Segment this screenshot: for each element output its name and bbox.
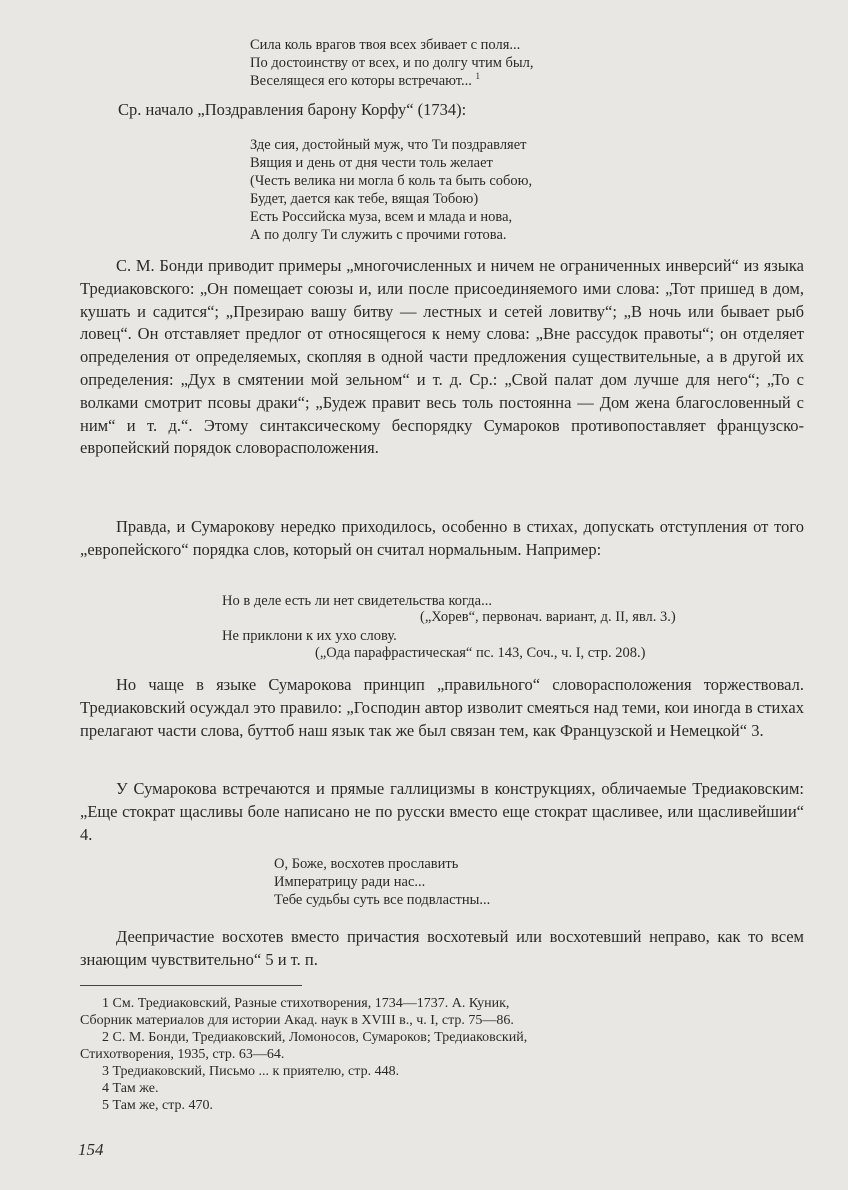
footnote-3: 3 Тредиаковский, Письмо ... к приятелю, стр. 448. xyxy=(102,1064,400,1079)
citation-1: („Хорев“, первонач. вариант, д. II, явл. 3.) xyxy=(420,609,676,625)
compare-line: Ср. начало „Поздравления барону Корфу“ (1734): xyxy=(118,100,467,119)
verse-line: (Честь велика ни могла б коль та быть собою, xyxy=(250,173,533,189)
page-number: 154 xyxy=(78,1140,104,1159)
verse-line: А по долгу Ти служить с прочими готова. xyxy=(250,227,507,243)
paragraph-1: С. М. Бонди приводит примеры „многочисленных и ничем не ограниченных инверсий“ из языка Тредиаковского: „Он помещает союзы и, или после присоединяемого ими слова: „Тот пришед в дом, кушать и садится“; „Презираю вашу битву — лестных и сетей ловитву“; „В ночь или бывает рыб ловец“. Он отставляет предлог от относящегося к нему слова: „Вне рассудок правоты“; он отделяет определения от определяемых, скопляя в одной части предложения существительные, а в другой их определения: „Дух в смятении мой зельном“ и т. д. Ср.: „Свой палат дом лучше для него“; „То с волками смотрит псовы драки“; „Будеж правит весь толь постоянна — Дом жена благословенный с ним“ и т. д.“. Этому синтаксическому беспорядку Сумароков противопоставляет французско-европейский порядок словорасположения. xyxy=(80,256,804,458)
footnote-1-cont: Сборник материалов для истории Акад. наук в XVIII в., ч. I, стр. 75—86. xyxy=(80,1013,514,1028)
footnotes xyxy=(80,995,810,1114)
paragraph-5: Деепричастие восхотев вместо причастия восхотевый или восхотевший неправо, как то всем знающим чувствительно“ 5 и т. п. xyxy=(80,927,804,969)
verse-quote-2 xyxy=(250,136,532,244)
example-quote-1: Но в деле есть ли нет свидетельства когда... xyxy=(222,593,492,609)
paragraph-3: Но чаще в языке Сумарокова принцип „правильного“ словорасположения торжествовал. Тредиаковский осуждал это правило: „Господин автор изволит смеяться над теми, кои иногда в стихах прелагают части слова, буттоб наш язык так же был связан тем, как Французской и Немецкой“ 3. xyxy=(80,675,804,740)
verse-line: О, Боже, восхотев прославить xyxy=(274,856,459,872)
verse-line: Есть Российска муза, всем и млада и нова, xyxy=(250,209,513,225)
verse-line: Сила коль врагов твоя всех збивает с поля... xyxy=(250,37,521,53)
verse-line: Веселящеся его которы встречают... $^1$ xyxy=(250,71,481,89)
footnote-4: 4 Там же. xyxy=(102,1081,159,1096)
footnote-1: 1 См. Тредиаковский, Разные стихотворения, 1734—1737. А. Куник, xyxy=(102,996,510,1011)
footnote-divider xyxy=(80,985,302,986)
paragraph-4: У Сумарокова встречаются и прямые галлицизмы в конструкциях, обличаемые Тредиаковским: „Еще стократ щасливы боле написано не по русски вместо еще стократ щасливее, или щасливейшии“ 4. xyxy=(80,779,804,844)
verse-line: Тебе судьбы суть все подвластны... xyxy=(274,892,491,908)
footnote-2-cont: Стихотворения, 1935, стр. 63—64. xyxy=(80,1047,285,1062)
verse-line: По достоинству от всех, и по долгу чтим был, xyxy=(250,55,534,71)
verse-line: Зде сия, достойный муж, что Ти поздравляет xyxy=(250,137,527,153)
verse-line: Вящия и день от дня чести толь желает xyxy=(250,155,493,171)
footnote-2: 2 С. М. Бонди, Тредиаковский, Ломоносов, Сумароков; Тредиаковский, xyxy=(102,1030,528,1045)
footnote-5: 5 Там же, стр. 470. xyxy=(102,1098,213,1113)
example-quote-2: Не приклони к их ухо слову. xyxy=(222,628,397,644)
verse-quote-1 xyxy=(250,36,534,90)
footnote-ref: 1 xyxy=(475,71,481,82)
verse-quote-3 xyxy=(274,855,490,909)
verse-line: Будет, дается как тебе, вящая Тобою) xyxy=(250,191,479,207)
paragraph-2: Правда, и Сумарокову нередко приходилось, особенно в стихах, допускать отступления от того „европейского“ порядка слов, который он считал нормальным. Например: xyxy=(80,517,804,559)
verse-line: Императрицу ради нас... xyxy=(274,874,426,890)
citation-2: („Ода парафрастическая“ пс. 143, Соч., ч. I, стр. 208.) xyxy=(315,645,646,661)
